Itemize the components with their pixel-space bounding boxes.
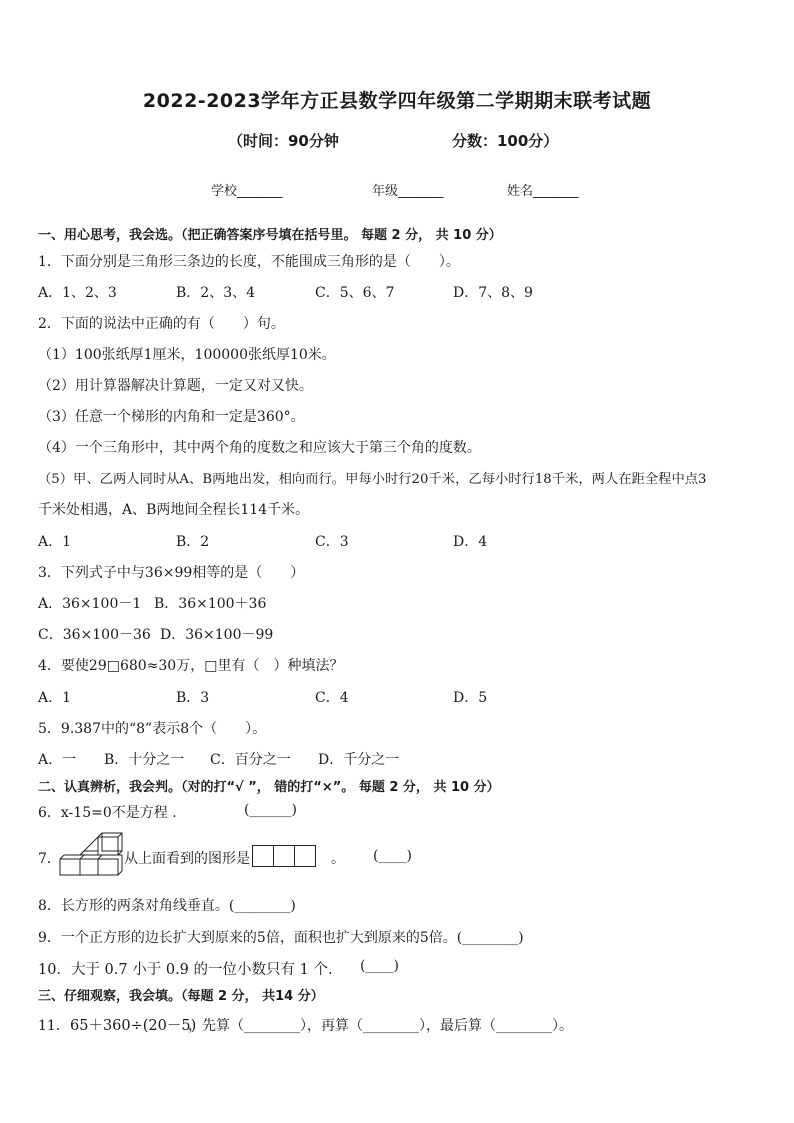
q3-option-b[interactable]: B．36×100＋36 [154, 596, 267, 612]
top-view-cell [252, 845, 274, 867]
q3-option-d[interactable]: D．36×100－99 [160, 627, 274, 643]
q1-option-d[interactable]: D．7、8、9 [453, 285, 533, 301]
q2-option-d[interactable]: D．4 [453, 534, 488, 550]
q1-option-a[interactable]: A．1、2、3 [38, 285, 117, 301]
q7-answer-blank[interactable]: (____) [373, 848, 412, 864]
q4-option-c[interactable]: C．4 [315, 690, 349, 706]
q7-period: 。 [331, 851, 345, 867]
q1-option-b[interactable]: B．2、3、4 [176, 285, 256, 301]
cube-stack-figure [58, 830, 124, 876]
q2-option-c[interactable]: C．3 [315, 534, 349, 550]
q11-text: ，先算（________），再算（________），最后算（________）。 [188, 1018, 573, 1034]
q5-option-a[interactable]: A．一 [38, 752, 77, 768]
q5-text: 5．9.387中的“8”表示8个（ ）。 [38, 721, 267, 737]
q5-option-d[interactable]: D．千分之一 [318, 752, 400, 768]
q6-text: 6．x-15=0不是方程 . [38, 805, 177, 821]
q1-option-c[interactable]: C．5、6、7 [315, 285, 395, 301]
exam-score: 分数：100分） [452, 132, 559, 150]
q11-expression: 65＋360÷(20－5) [70, 1018, 197, 1034]
name-field[interactable]: 姓名_______ [507, 184, 579, 199]
q3-option-c[interactable]: C．36×100－36 [38, 627, 151, 643]
q2-statement-2: （2）用计算器解决计算题，一定又对又快。 [38, 378, 313, 394]
q4-option-b[interactable]: B．3 [176, 690, 210, 706]
q2-text: 2．下面的说法中正确的有（ ）句。 [38, 316, 285, 332]
q4-option-d[interactable]: D．5 [453, 690, 488, 706]
q5-option-b[interactable]: B．十分之一 [104, 752, 185, 768]
q2-statement-4: （4）一个三角形中，其中两个角的度数之和应该大于第三个角的度数。 [38, 440, 481, 456]
section3-heading: 三、仔细观察，我会填。（每题 2 分， 共14 分） [38, 989, 324, 1004]
q2-option-a[interactable]: A．1 [38, 534, 72, 550]
q5-option-c[interactable]: C．百分之一 [210, 752, 291, 768]
section2-heading: 二、认真辨析，我会判。（对的打“√ ”， 错的打“×”。 每题 2 分， 共 10 分） [38, 780, 500, 795]
exam-time: （时间：90分钟 [228, 132, 339, 150]
q7-number: 7． [38, 851, 61, 867]
q2-statement-3: （3）任意一个梯形的内角和一定是360°。 [38, 409, 305, 425]
top-view-figure [252, 845, 315, 867]
q2-statement-5a: （5）甲、乙两人同时从A、B两地出发，相向而行。甲每小时行20千米，乙每小时行18千米，两人在距全程中点3 [38, 472, 707, 487]
q3-text: 3．下列式子中与36×99相等的是（ ） [38, 565, 305, 581]
q11-number: 11． [38, 1018, 70, 1034]
q10-answer-blank[interactable]: (____) [360, 958, 399, 974]
school-field[interactable]: 学校_______ [211, 184, 283, 199]
q4-text: 4．要使29□680≈30万，□里有（ ）种填法？ [38, 658, 344, 674]
q2-statement-5b: 千米处相遇，A、B两地间全程长114千米。 [38, 502, 310, 518]
exam-title: 2022-2023学年方正县数学四年级第二学期期末联考试题 [142, 90, 652, 112]
q8-text: 8．长方形的两条对角线垂直。(________) [38, 898, 296, 914]
top-view-cell [294, 845, 316, 867]
q6-answer-blank[interactable]: (______) [244, 802, 297, 818]
q9-text: 9．一个正方形的边长扩大到原来的5倍，面积也扩大到原来的5倍。(________) [38, 930, 524, 946]
q7-text: 从上面看到的图形是 [124, 851, 250, 867]
q10-text: 10．大于 0.7 小于 0.9 的一位小数只有 1 个. [38, 962, 333, 978]
top-view-cell [273, 845, 295, 867]
q2-statement-1: （1）100张纸厚1厘米，100000张纸厚10米。 [38, 347, 336, 363]
section1-heading: 一、用心思考，我会选。（把正确答案序号填在括号里。 每题 2 分， 共 10 分） [38, 228, 502, 243]
q3-option-a[interactable]: A．36×100－1 [38, 596, 142, 612]
q4-option-a[interactable]: A．1 [38, 690, 72, 706]
grade-field[interactable]: 年级_______ [372, 184, 444, 199]
q2-option-b[interactable]: B．2 [176, 534, 210, 550]
q1-text: 1．下面分别是三角形三条边的长度，不能围成三角形的是（ ）。 [38, 254, 460, 270]
